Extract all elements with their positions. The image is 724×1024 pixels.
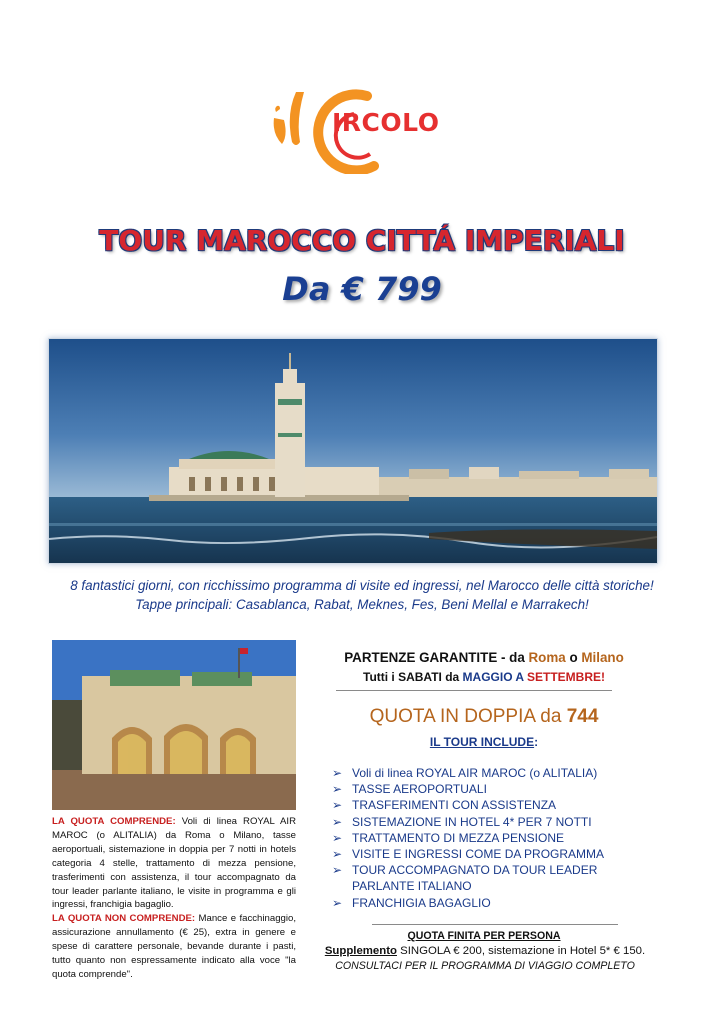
include-item: ➢ TRATTAMENTO DI MEZZA PENSIONE [332,830,565,845]
include-title-text: IL TOUR INCLUDE [429,735,535,749]
include-item: ➢ Voli di linea ROYAL AIR MAROC (o ALITALIA) [332,766,598,780]
departures-line [330,650,638,665]
non-comprende-text: Mance e facchinaggio, assicurazione annullamento (€ 25), extra in genere e spese di carattere personale, bevande durante i pasti, tutto quanto non espressamente indicato alla voce "la quota comprende". [52,913,296,980]
intro-text: 8 fantastici giorni, con ricchissimo programma di visite ed ingressi, nel Marocco delle città storiche! Tappe principali: Casablanca, Rabat, Meknes, Fes, Beni Mellal e Marrakech! [70,578,654,612]
arrow-bullet-icon: ➢ [332,814,343,829]
arrow-bullet-icon: ➢ [332,830,343,845]
royal-palace-gate-photo [52,640,296,810]
quota-value: 744 [566,706,599,727]
non-comprende-label: LA QUOTA NON COMPRENDE: [52,913,196,925]
quota-doppia [330,706,638,728]
month-to: SETTEMBRE! [527,670,605,684]
arrow-bullet-icon: ➢ [332,895,343,910]
quota-prefix: QUOTA IN DOPPIA da [369,706,567,727]
quota-details [52,815,296,982]
city-milano: Milano [581,650,624,665]
comprende-label: LA QUOTA COMPRENDE: [52,816,176,827]
arrow-bullet-icon: ➢ [332,847,343,862]
consult-line: CONSULTACI PER IL PROGRAMMA DI VIAGGIO COMPLETO [335,960,635,972]
logo-text: IRCOLO [332,108,440,137]
include-item: ➢ TRASFERIMENTI CON ASSISTENZA [332,798,557,813]
hassan-mosque-photo [48,338,658,564]
saturdays-line [330,670,638,684]
tour-price: Da € 799 [282,270,442,308]
arrow-bullet-icon: ➢ [332,766,343,780]
quota-finita: QUOTA FINITA PER PERSONA [407,930,561,942]
include-title-colon: : [534,735,539,749]
include-list [330,765,650,911]
arrow-bullet-icon: ➢ [332,863,343,878]
include-item: ➢ TOUR ACCOMPAGNATO DA TOUR LEADER PARLANTE ITALIANO [332,863,598,894]
supplemento-label: Supplemento [324,945,397,957]
include-item: ➢ VISITE E INGRESSI COME DA PROGRAMMA [332,847,605,862]
include-item: ➢ TASSE AEROPORTUALI [332,782,487,797]
include-title [330,735,638,749]
divider [372,924,618,925]
saturdays-prefix: Tutti i SABATI da [363,670,463,684]
arrow-bullet-icon: ➢ [332,782,343,797]
tour-title: TOUR MAROCCO CITTÁ IMPERIALI [99,224,625,257]
saturdays-mid: A [512,670,527,684]
departures-prefix: PARTENZE GARANTITE - da [344,650,529,665]
departures-or: o [565,650,582,665]
arrow-bullet-icon: ➢ [332,798,343,813]
supplemento-text: SINGOLA € 200, sistemazione in Hotel 5* € 150. [396,945,646,957]
comprende-text: Voli di linea ROYAL AIR MAROC (o ALITALIA) da Roma o Milano, tasse aeroportuali, sistemazione in doppia per 7 notti in hotels categoria 4 stelle, trattamento di mezza pensione, trasferimenti con assistenza, il tour accompagnato da tour leader parlante italiano, le visite in programma e gli ingressi, franchigia bagaglio. [52,816,296,911]
include-item: ➢ FRANCHIGIA BAGAGLIO [332,895,491,910]
city-roma: Roma [528,650,566,665]
supplemento-line [322,945,648,957]
include-item: ➢ SISTEMAZIONE IN HOTEL 4* PER 7 NOTTI [332,814,592,829]
month-from: MAGGIO [462,670,513,684]
divider [336,690,612,691]
